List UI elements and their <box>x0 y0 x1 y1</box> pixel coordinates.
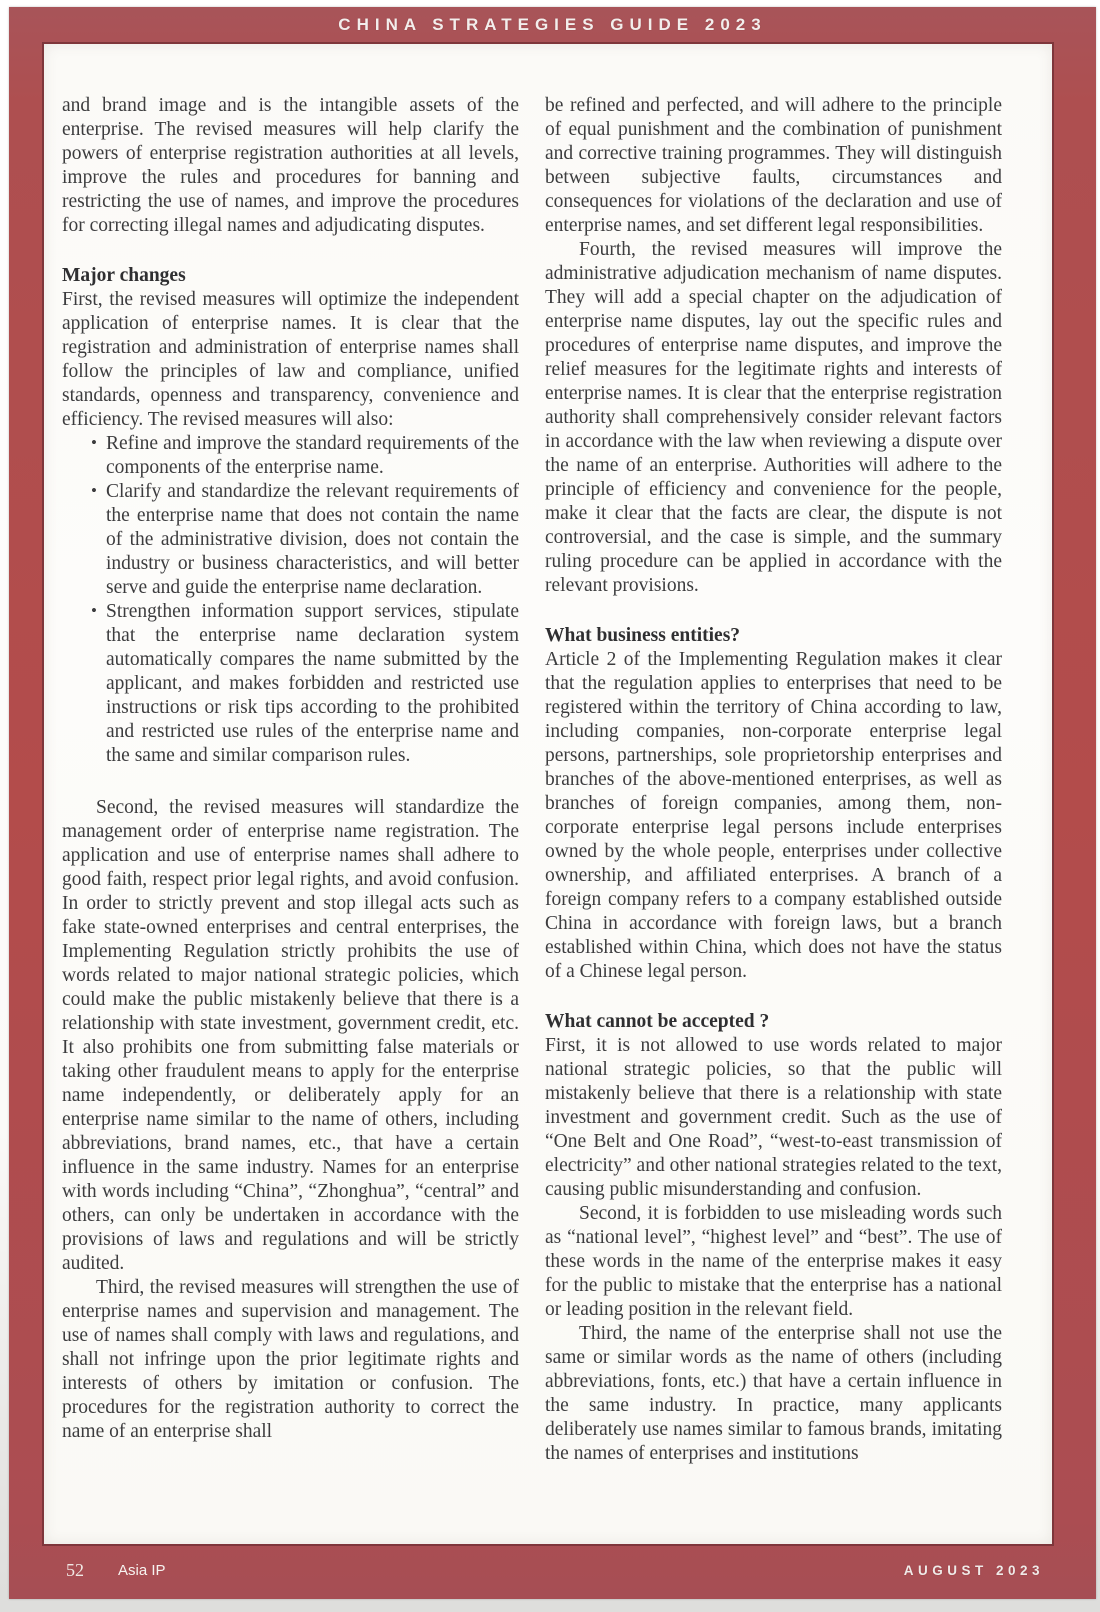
page-frame <box>9 7 1096 1599</box>
section-heading-major-changes: Major changes <box>62 265 186 286</box>
bullet-item: • Strengthen information support services, stipulate that the enterprise name declaration system automatically compares the name submitted by the applicant, and makes forbidden and restricted use instructions or risk tips according to the prohibited and restricted use rules of the enterprise name and the same and similar comparison rules. <box>62 600 519 768</box>
right-column <box>545 94 1002 1534</box>
paragraph-fourth-measure: Fourth, the revised measures will improve the administrative adjudication mechanism of name disputes. They will add a special chapter on the adjudication of enterprise name disputes, lay out the specific rules and procedures of enterprise name disputes, and improve the relief measures for the legitimate rights and interests of enterprise names. It is clear that the enterprise registration authority shall comprehensively consider relevant factors in accordance with the law when reviewing a dispute over the name of an enterprise. Authorities will adhere to the principle of efficiency and convenience for the people, make it clear that the facts are clear, the dispute is not controversial, and the case is simple, and the summary ruling procedure can be applied in accordance with the relevant provisions. <box>545 239 1002 596</box>
paragraph-second-forbidden: Second, it is forbidden to use misleading words such as “national level”, “highest level” and “best”. The use of these words in the name of the enterprise makes it easy for the public to mistake that the enterprise has a national or leading position in the relevant field. <box>545 1203 1002 1320</box>
paragraph-first-not-allowed: First, it is not allowed to use words related to major national strategic policies, so that the public will mistakenly believe that there is a relationship with state investment and government credit. Such as the use of “One Belt and One Road”, “west-to-east transmission of electricity” and other national strategies related to the text, causing public misunderstanding and confusion. <box>545 1035 1002 1200</box>
paragraph-article2: Article 2 of the Implementing Regulation makes it clear that the regulation applies to enterprises that need to be registered within the territory of China according to law, including companies, non-corporate enterprise legal persons, partnerships, sole proprietorship enterprises and branches of the above-mentioned enterprises, as well as branches of foreign companies, among them, non-corporate enterprise legal persons include enterprises owned by the whole people, enterprises under collective ownership, and affiliated enterprises. A branch of a foreign company refers to a company established outside China in accordance with foreign laws, but a branch established within China, which does not have the status of a Chinese legal person. <box>545 649 1002 982</box>
section-heading-cannot-be-accepted: What cannot be accepted ? <box>545 1011 770 1032</box>
bullet-item: • Clarify and standardize the relevant requirements of the enterprise name that does not contain the name of the administrative division, does not contain the industry or business characteristics, and will better serve and guide the enterprise name declaration. <box>62 480 519 600</box>
page-number: 52 <box>66 1559 84 1580</box>
page-content <box>42 42 1054 1546</box>
publication-name: Asia IP <box>118 1561 166 1579</box>
paragraph-first-measure: First, the revised measures will optimize the independent application of enterprise names. It is clear that the registration and administration of enterprise names shall follow the principles of law and compliance, unified standards, openness and transparency, convenience and efficiency. The revised measures will also: <box>62 289 519 430</box>
two-column-layout <box>62 94 1002 1534</box>
paragraph-intro: and brand image and is the intangible assets of the enterprise. The revised measures will help clarify the powers of enterprise registration authorities at all levels, improve the rules and procedures for banning and restricting the use of names, and improve the procedures for correcting illegal names and adjudicating disputes. <box>62 95 519 236</box>
paragraph-continuation: be refined and perfected, and will adhere to the principle of equal punishment and the combination of punishment and corrective training programmes. They will distinguish between subjective faults, circumstances and consequences for violations of the declaration and use of enterprise names, and set different legal responsibilities. <box>545 95 1002 236</box>
bullet-list <box>62 432 519 768</box>
guide-title: CHINA STRATEGIES GUIDE 2023 <box>338 15 767 34</box>
issue-date: AUGUST 2023 <box>903 1562 1044 1578</box>
bullet-item: • Refine and improve the standard requirements of the components of the enterprise name. <box>62 432 519 480</box>
footer-band <box>42 1547 1056 1593</box>
left-column <box>62 94 519 1534</box>
paragraph-third-measure: Third, the revised measures will strengthen the use of enterprise names and supervision and management. The use of names shall comply with laws and regulations, and shall not infringe upon the prior legitimate rights and interests of others by imitation or confusion. The procedures for the registration authority to correct the name of an enterprise shall <box>62 1277 519 1442</box>
paragraph-third-similar-names: Third, the name of the enterprise shall not use the same or similar words as the name of others (including abbreviations, fonts, etc.) that have a certain influence in the same industry. In practice, many applicants deliberately use names similar to famous brands, imitating the names of enterprises and institutions <box>545 1323 1002 1464</box>
paragraph-second-measure: Second, the revised measures will standardize the management order of enterprise name registration. The application and use of enterprise names shall adhere to good faith, respect prior legal rights, and avoid confusion. In order to strictly prevent and stop illegal acts such as fake state-owned enterprises and central enterprises, the Implementing Regulation strictly prohibits the use of words related to major national strategic policies, which could make the public mistakenly believe that there is a relationship with state investment, government credit, etc. It also prohibits one from submitting false materials or taking other fraudulent means to apply for the enterprise name independently, or deliberately apply for an enterprise name similar to the name of others, including abbreviations, brand names, etc., that have a certain influence in the same industry. Names for an enterprise with words including “China”, “Zhonghua”, “central” and others, can only be undertaken in accordance with the provisions of laws and regulations and will be strictly audited. <box>62 797 519 1274</box>
header-band <box>9 7 1096 43</box>
section-heading-business-entities: What business entities? <box>545 625 741 646</box>
